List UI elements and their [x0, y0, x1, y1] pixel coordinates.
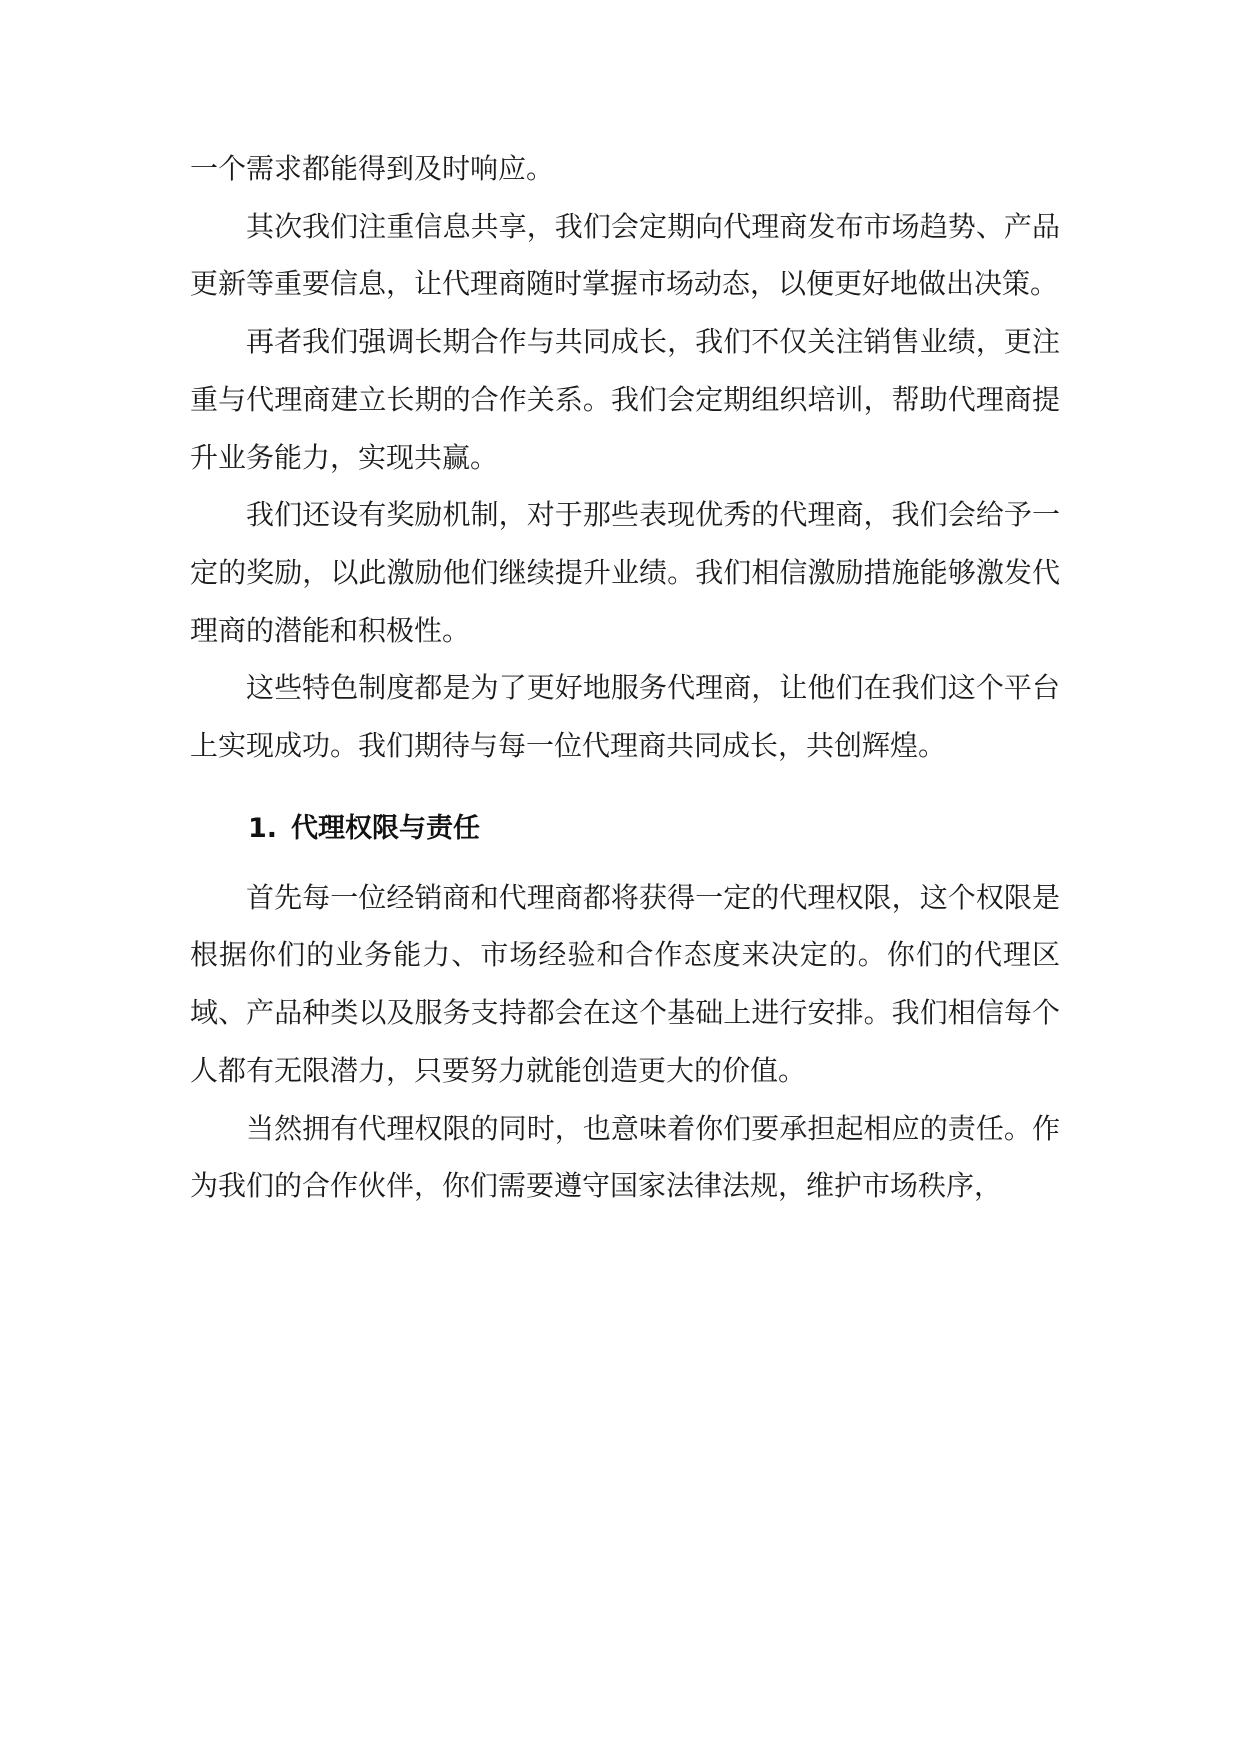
paragraph-reward-mechanism: 我们还设有奖励机制，对于那些表现优秀的代理商，我们会给予一定的奖励，以此激励他们继续提升业绩。我们相信激励措施能够激发代理商的潜能和积极性。 [190, 498, 1060, 647]
section-title: 代理权限与责任 [291, 812, 481, 844]
paragraph-summary: 这些特色制度都是为了更好地服务代理商，让他们在我们这个平台上实现成功。我们期待与每一位代理商共同成长，共创辉煌。 [190, 671, 1060, 763]
document-body [190, 140, 1060, 1215]
section-heading [190, 800, 1060, 857]
paragraph-information-sharing: 其次我们注重信息共享，我们会定期向代理商发布市场趋势、产品更新等重要信息，让代理商随时掌握市场动态，以便更好地做出决策。 [190, 209, 1060, 301]
paragraph-long-term-cooperation: 再者我们强调长期合作与共同成长，我们不仅关注销售业绩，更注重与代理商建立长期的合作关系。我们会定期组织培训，帮助代理商提升业务能力，实现共赢。 [190, 325, 1060, 474]
paragraph-agency-authority: 首先每一位经销商和代理商都将获得一定的代理权限，这个权限是根据你们的业务能力、市场经验和合作态度来决定的。你们的代理区域、产品种类以及服务支持都会在这个基础上进行安排。我们相信每个人都有无限潜力，只要努力就能创造更大的价值。 [190, 880, 1060, 1087]
section-number: 1. [248, 812, 278, 844]
paragraph-continuation: 一个需求都能得到及时响应。 [190, 152, 555, 185]
paragraph-agency-responsibility: 当然拥有代理权限的同时，也意味着你们要承担起相应的责任。作为我们的合作伙伴，你们需要遵守国家法律法规，维护市场秩序， [190, 1111, 1060, 1203]
